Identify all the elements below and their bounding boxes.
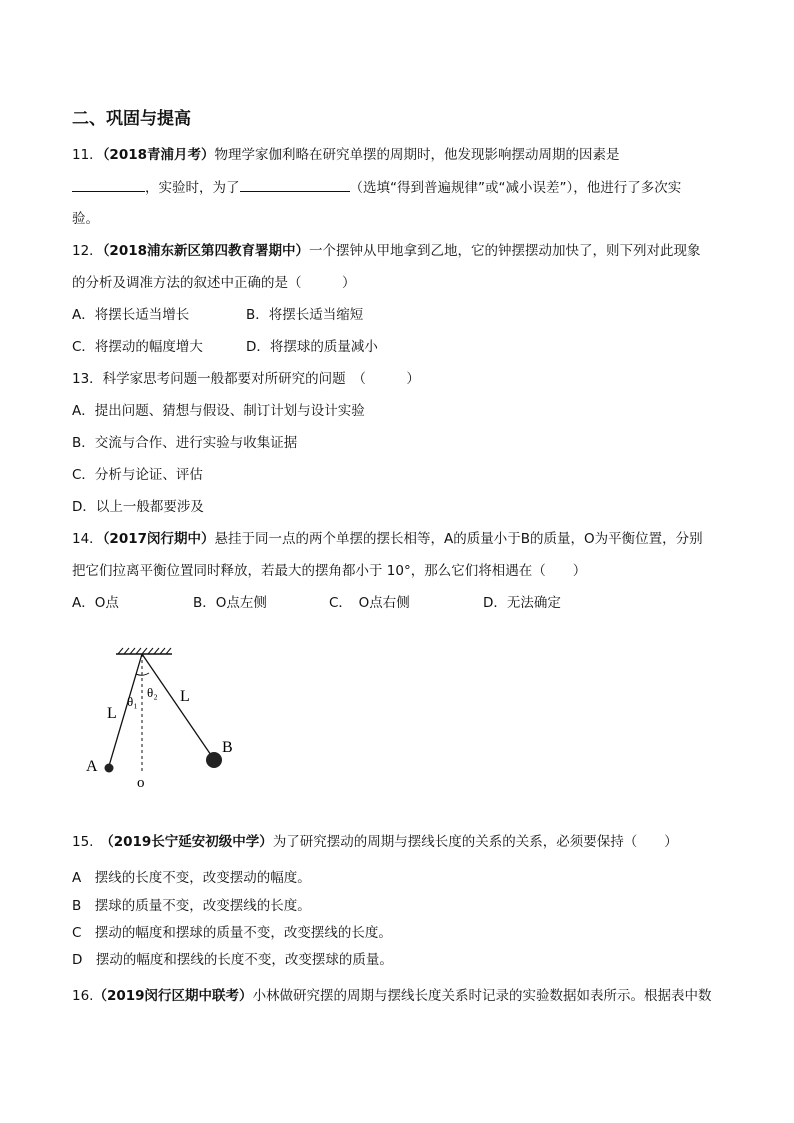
option-d[interactable]: D 摆动的幅度和摆线的长度不变，改变摆球的质量。 — [72, 952, 393, 968]
question-11-line-3: 验。 — [72, 211, 99, 227]
question-text: 悬挂于同一点的两个单摆的摆长相等，A的质量小于B的质量，O为平衡位置，分别 — [214, 531, 703, 547]
question-text: 小林做研究摆的周期与摆线长度关系时记录的实验数据如表所示。根据表中数 — [252, 988, 712, 1004]
option-a[interactable]: A．提出问题、猜想与假设、制订计划与设计实验 — [72, 403, 365, 419]
option-b[interactable]: B 摆球的质量不变，改变摆线的长度。 — [72, 898, 311, 914]
ceiling-support — [116, 648, 172, 654]
option-c[interactable]: C．分析与论证、评估 — [72, 467, 203, 483]
option-c[interactable]: C． O点右侧 — [329, 595, 410, 611]
answer-blank[interactable] — [72, 177, 145, 192]
option-b[interactable]: B．O点左侧 — [193, 595, 267, 611]
question-14-line-1 — [72, 529, 703, 549]
string-b — [142, 654, 213, 758]
question-text: ，实验时，为了 — [145, 180, 240, 196]
question-number: 14． — [72, 531, 103, 547]
option-c[interactable]: C．将摆动的幅度增大 — [72, 339, 203, 355]
label-l-left: L — [107, 705, 117, 722]
question-14-line-2: 把它们拉离平衡位置同时释放，若最大的摆角都小于 10°，那么它们将相遇在（ ） — [72, 563, 587, 579]
question-11-line-2 — [72, 177, 681, 198]
question-15-line-1 — [72, 832, 678, 852]
label-o: o — [137, 775, 145, 791]
question-source: （2019闵行区期中联考） — [93, 988, 253, 1004]
label-theta1: θ₁ — [127, 694, 138, 709]
question-text: （选填“得到普遍规律”或“减小误差”），他进行了多次实 — [349, 180, 682, 196]
answer-blank[interactable] — [240, 177, 350, 192]
label-l-right: L — [180, 688, 190, 705]
question-source: （2019长宁延安初级中学） — [106, 834, 273, 850]
option-a[interactable]: A 摆线的长度不变，改变摆动的幅度。 — [72, 870, 311, 886]
option-b[interactable]: B．将摆长适当缩短 — [246, 307, 364, 323]
question-text: 物理学家伽利略在研究单摆的周期时，他发现影响摆动周期的因素是 — [214, 147, 620, 163]
question-source: （2017闵行期中） — [102, 531, 215, 547]
question-14-options — [72, 593, 561, 613]
option-d[interactable]: D．将摆球的质量减小 — [246, 339, 378, 355]
question-source: （2018青浦月考） — [102, 147, 215, 163]
question-13-line-1: 13．科学家思考问题一般都要对所研究的问题 （ ） — [72, 371, 420, 387]
question-12-options-row-2 — [72, 337, 378, 357]
question-text: 为了研究摆动的周期与摆线长度的关系的关系，必须要保持（ ） — [272, 834, 678, 850]
section-title: 二、巩固与提高 — [72, 109, 191, 129]
question-source: （2018浦东新区第四教育署期中） — [102, 243, 310, 259]
question-text: 一个摆钟从甲地拿到乙地，它的钟摆摆动加快了，则下列对此现象 — [309, 243, 701, 259]
option-b[interactable]: B．交流与合作、进行实验与收集证据 — [72, 435, 298, 451]
option-d[interactable]: D．无法确定 — [483, 595, 561, 611]
question-16-line-1 — [72, 986, 712, 1006]
question-number: 12． — [72, 243, 103, 259]
label-theta2: θ₂ — [147, 685, 158, 700]
label-b: B — [222, 739, 233, 756]
question-number: 11． — [72, 147, 103, 163]
question-11-line-1 — [72, 145, 620, 165]
question-12-options-row-1 — [72, 305, 363, 325]
ball-a — [105, 764, 114, 773]
option-c[interactable]: C 摆动的幅度和摆球的质量不变，改变摆线的长度。 — [72, 925, 392, 941]
question-12-line-2: 的分析及调准方法的叙述中正确的是（ ） — [72, 275, 356, 291]
option-d[interactable]: D．以上一般都要涉及 — [72, 499, 204, 515]
question-number: 16. — [72, 988, 94, 1004]
question-12-line-1 — [72, 241, 701, 261]
option-a[interactable]: A．O点 — [72, 595, 119, 611]
ball-b — [206, 752, 222, 768]
pendulum-diagram — [80, 640, 260, 795]
question-number: 15. — [72, 834, 107, 850]
option-a[interactable]: A．将摆长适当增长 — [72, 307, 190, 323]
label-a: A — [86, 758, 98, 775]
